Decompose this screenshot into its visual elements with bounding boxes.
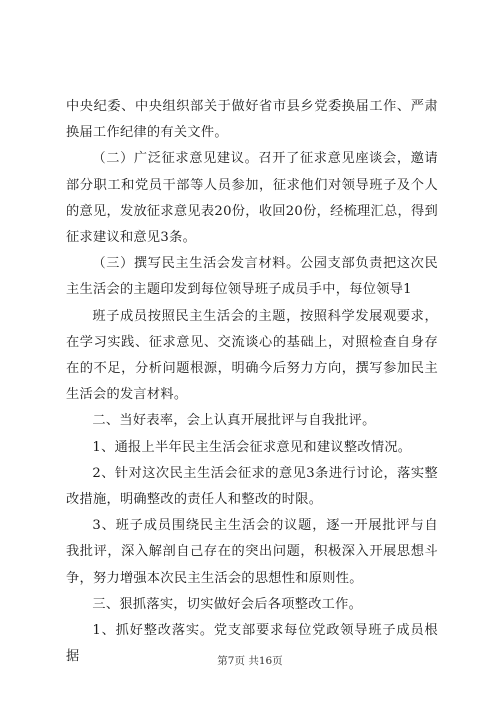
paragraph-9: 三、狠抓落实，切实做好会后各项整改工作。 xyxy=(92,596,363,612)
paragraph-1: 中央纪委、中央组织部关于做好省市县乡党委换届工作、严肃换届工作纪律的有关文件。 xyxy=(66,99,438,141)
page-number-footer: 第7页 共16页 xyxy=(217,655,283,667)
paragraph-5: 二、当好表率，会上认真开展批评与自我批评。 xyxy=(92,413,376,429)
paragraph-4: 班子成员按照民主生活会的主题，按照科学发展观要求，在学习实践、征求意见、交流谈心的基础上，对照检查自身存在的不足，分析问题根源，明确今后努力方向，撰写参加民主生活会的发言材料。 xyxy=(66,308,438,403)
paragraph-7: 2、针对这次民主生活会征求的意见3条进行讨论，落实整改措施，明确整改的责任人和整改的时限。 xyxy=(66,465,438,508)
document-body xyxy=(66,94,438,670)
paragraph-2: （二）广泛征求意见建议。召开了征求意见座谈会，邀请部分职工和党员干部等人员参加，征求他们对领导班子及个人的意见，发放征求意见表20份，收回20份，经梳理汇总，得到征求建议和意见3条。 xyxy=(66,151,438,246)
paragraph-6: 1、通报上半年民主生活会征求意见和建议整改情况。 xyxy=(92,439,412,455)
paragraph-8: 3、班子成员围绕民主生活会的议题，逐一开展批评与自我批评，深入解剖自己存在的突出问题，积极深入开展思想斗争，努力增强本次民主生活会的思想性和原则性。 xyxy=(66,518,438,586)
paragraph-10: 1、抓好整改落实。党支部要求每位党政领导班子成员根据 xyxy=(66,623,438,665)
paragraph-3: （三）撰写民主生活会发言材料。公园支部负责把这次民主生活会的主题印发到每位领导班子成员手中，每位领导1 xyxy=(66,256,438,298)
